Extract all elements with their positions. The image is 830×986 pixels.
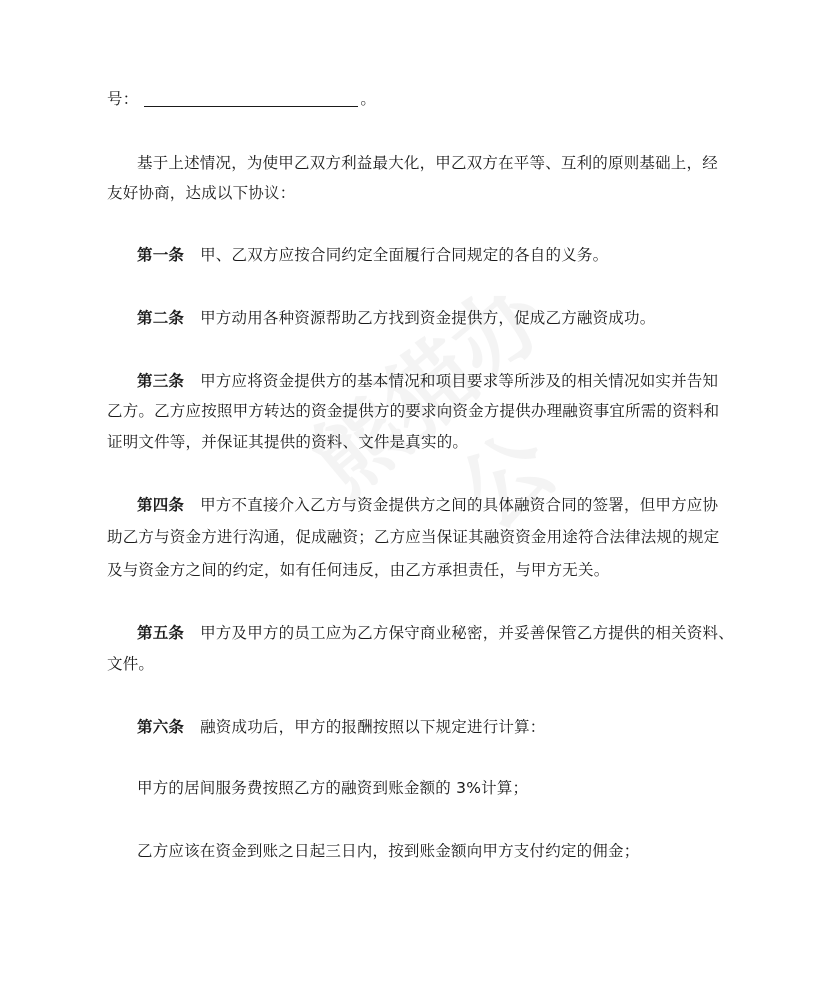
article-2-text: 甲方动用各种资源帮助乙方找到资金提供方，促成乙方融资成功。: [200, 309, 656, 327]
article-3-text-2: 乙方。乙方应按照甲方转达的资金提供方的要求向资金方提供办理融资事宜所需的资料和: [107, 402, 720, 420]
article-6: [137, 712, 727, 742]
article-1: [137, 240, 727, 270]
article-6-label: 第六条: [137, 718, 185, 736]
article-4-text-1: 甲方不直接介入乙方与资金提供方之间的具体融资合同的签署，但甲方应协: [200, 496, 719, 514]
article-4-text-3: 及与资金方之间的约定，如有任何违反，由乙方承担责任，与甲方无关。: [107, 561, 610, 579]
article-5-label: 第五条: [137, 624, 185, 642]
article-5: [137, 618, 734, 648]
intro-line-2: 友好协商，达成以下协议：: [107, 184, 296, 202]
article-3: [137, 366, 727, 396]
article-6-text: 融资成功后，甲方的报酬按照以下规定进行计算：: [200, 718, 546, 736]
intro-line-1: 基于上述情况，为使甲乙双方利益最大化，甲乙双方在平等、互利的原则基础上，经: [137, 154, 718, 172]
article-3-label: 第三条: [137, 372, 185, 390]
article-3-text-3: 证明文件等，并保证其提供的资料、文件是真实的。: [107, 433, 469, 451]
number-end: 。: [360, 90, 377, 108]
clause-2: 乙方应该在资金到账之日起三日内，按到账金额向甲方支付约定的佣金；: [137, 842, 640, 860]
article-5-text-1: 甲方及甲方的员工应为乙方保守商业秘密，并妥善保管乙方提供的相关资料、: [200, 624, 734, 642]
number-blank: [144, 88, 358, 107]
article-1-text: 甲、乙双方应按合同约定全面履行合同规定的各自的义务。: [200, 246, 609, 264]
article-2: [137, 303, 727, 333]
article-4-label: 第四条: [137, 496, 185, 514]
number-line: [107, 84, 727, 114]
article-1-label: 第一条: [137, 246, 185, 264]
article-5-text-2: 文件。: [107, 655, 155, 673]
article-4-text-2: 助乙方与资金方进行沟通，促成融资；乙方应当保证其融资资金用途符合法律法规的规定: [107, 528, 720, 546]
article-2-label: 第二条: [137, 309, 185, 327]
number-label: 号：: [107, 90, 139, 108]
clause-1: 甲方的居间服务费按照乙方的融资到账金额的 3%计算；: [137, 779, 529, 797]
article-4: [137, 490, 727, 520]
article-3-text-1: 甲方应将资金提供方的基本情况和项目要求等所涉及的相关情况如实并告知: [200, 372, 719, 390]
